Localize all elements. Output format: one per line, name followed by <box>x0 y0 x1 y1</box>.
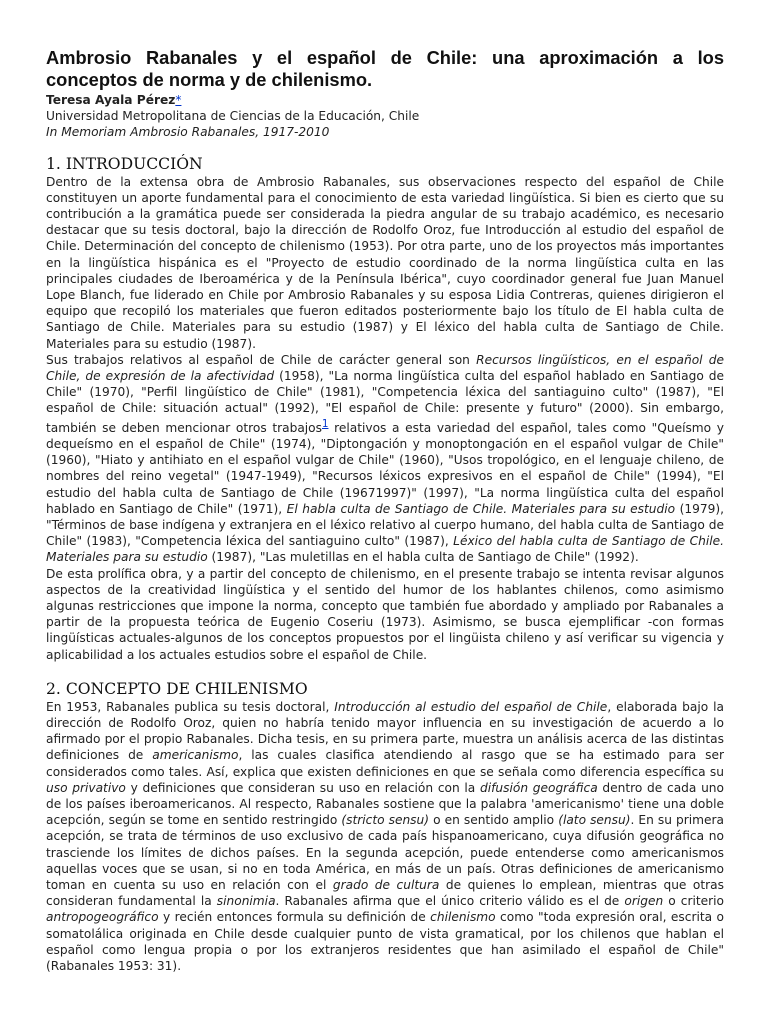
author-affiliation: Universidad Metropolitana de Ciencias de la Educación, Chile <box>46 109 420 124</box>
chilenismo-paragraph-1: En 1953, Rabanales publica su tesis doctoral, Introducción al estudio del español de Chile, elaborada bajo la dirección de Rodolfo Oroz, quien no habría tenido mayor influencia en su investigación de acuerdo a lo afirmado por el propio Rabanales. Dicha tesis, en su primera parte, muestra un análisis acerca de las distintas definiciones de americanismo, las cuales clasifica atendiendo al rasgo que se ha estimado para ser considerados como tales. Así, explica que existen definiciones en que se señala como diferencia específica su uso privativo y definiciones que consideran su uso en relación con la difusión geográfica dentro de cada uno de los países iberoamericanos. Al respecto, Rabanales sostiene que la palabra 'americanismo' tiene una doble acepción, según se tome en sentido restringido (stricto sensu) o en sentido amplio (lato sensu). En su primera acepción, se trata de términos de uso exclusivo de cada país hispanoamericano, cuya difusión geográfica no trasciende los límites de dichos países. En la segunda acepción, puede entenderse como americanismos aquellas voces que se usan, si no en toda América, en más de un país. Otras definiciones de americanismo toman en cuenta su uso en relación con el grado de cultura de quienes lo emplean, mientras que otras consideran fundamental la sinonimia. Rabanales afirma que el único criterio válido es el de origen o criterio antropogeográfico y recién entonces formula su definición de chilenismo como "toda expresión oral, escrita o somatolálica originada en Chile desde cualquier punto de vista gramatical, por los chilenos que hablan el español como lengua propia o por los extranjeros residentes que han asimilado el español de Chile" (Rabanales 1953: 31). <box>46 699 724 974</box>
intro-paragraph-2: Sus trabajos relativos al español de Chile de carácter general son Recursos lingüísticos, en el español de Chile, de expresión de la afectividad (1958), "La norma lingüística culta del español hablado en Santiago de Chile" (1970), "Perfil lingüístico de Chile" (1981), "Competencia léxica del santiaguino culto" (1987), "El español de Chile: situación actual" (1992), "El español de Chile: presente y futuro" (2000). Sin embargo, también se deben mencionar otros trabajos$^1$ relativos a esta variedad del español, tales como "Queísmo y dequeísmo en el español de Chile" (1974), "Diptongación y monoptongación en el español vulgar de Chile" (1960), "Hiato y antihiato en el español vulgar de Chile" (1960), "Usos tropológico, en el lenguaje chileno, de nombres del reino vegetal" (1947-1949), "Recursos léxicos expresivos en el español de Chile" (1994), "El estudio del habla culta de Santiago de Chile (19671997)" (1997), "La norma lingüística culta del español hablado en Santiago de Chile" (1971), El habla culta de Santiago de Chile. Materiales para su estudio (1979), "Términos de base indígena y extranjera en el léxico relativo al cuerpo humano, del habla culta de Santiago de Chile" (1983), "Competencia léxica del santiaguino culto" (1987), Léxico del habla culta de Santiago de Chile. Materiales para su estudio (1987), "Las muletillas en el habla culta de Santiago de Chile" (1992). <box>46 352 724 565</box>
section-heading-introduccion: 1. INTRODUCCIÓN <box>46 154 203 173</box>
footnote-link-1[interactable]: 1 <box>321 418 329 430</box>
intro-paragraph-3: De esta prolífica obra, y a partir del concepto de chilenismo, en el presente trabajo se intenta revisar algunos aspectos de la creatividad lingüística y el sentido del humor de los hablantes chilenos, como asimismo algunas restricciones que impone la norma, concepto que también fue abordado y ampliado por Rabanales a partir de la propuesta teórica de Eugenio Coseriu (1973). Asimismo, se busca ejemplificar -con formas lingüísticas actuales-algunos de los conceptos propuestos por el lingüista chileno y así verificar su vigencia y aplicabilidad a los actuales estudios sobre el español de Chile. <box>46 566 724 662</box>
article-title: Ambrosio Rabanales y el español de Chile: una aproximación a los conceptos de norma y de chilenismo. <box>46 47 724 90</box>
memoriam-line <box>46 124 724 140</box>
memoriam-text: In Memoriam Ambrosio Rabanales, 1917-2010 <box>46 125 330 140</box>
author-footnote-link[interactable]: * <box>175 93 182 107</box>
author-name: Teresa Ayala Pérez <box>46 93 176 107</box>
section-heading-chilenismo: 2. CONCEPTO DE CHILENISMO <box>46 679 308 698</box>
intro-paragraph-1: Dentro de la extensa obra de Ambrosio Rabanales, sus observaciones respecto del español de Chile constituyen un aporte fundamental para el conocimiento de esta variedad lingüística. Si bien es cierto que su contribución a la gramática puede ser considerada la piedra angular de su trabajo académico, es necesario destacar que su tesis doctoral, bajo la dirección de Rodolfo Oroz, fue Introducción al estudio del español de Chile. Determinación del concepto de chilenismo (1953). Por otra parte, uno de los proyectos más importantes en la lingüística hispánica es el "Proyecto de estudio coordinado de la norma lingüística culta en las principales ciudades de Iberoamérica y de la Península Ibérica", cuyo coordinador general fue Juan Manuel Lope Blanch, fue liderado en Chile por Ambrosio Rabanales y su esposa Lidia Contreras, quienes dirigieron el equipo que recopiló los materiales que fueron editados posteriormente bajo los título de El habla culta de Santiago de Chile. Materiales para su estudio (1987) y El léxico del habla culta de Santiago de Chile. Materiales para su estudio (1987). <box>46 174 724 351</box>
author-line <box>46 92 724 108</box>
